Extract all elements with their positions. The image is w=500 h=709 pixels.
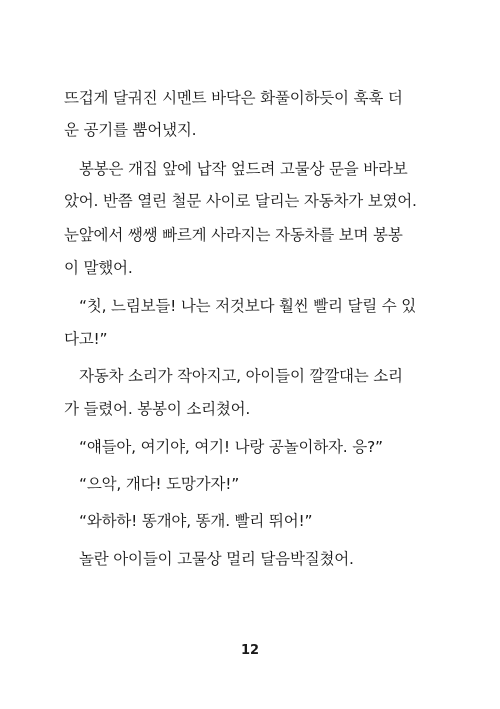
text-line: “으악, 개다! 도망가자!”: [79, 475, 240, 493]
text-line: “얘들아, 여기야, 여기! 나랑 공놀이하자. 응?”: [79, 438, 383, 456]
text-line: 눈앞에서 쌩쌩 빠르게 사라지는 자동차를 보며 봉봉: [64, 226, 403, 244]
text-line: 았어. 반쯤 열린 철문 사이로 달리는 자동차가 보였어.: [64, 192, 417, 210]
text-line: “칫, 느림보들! 나는 저것보다 훨씬 빨리 달릴 수 있: [79, 297, 417, 315]
text-line: 가 들렸어. 봉봉이 소리쳤어.: [64, 400, 251, 418]
text-line: 이 말했어.: [64, 259, 133, 277]
text-line: 운 공기를 뿜어냈지.: [64, 121, 197, 139]
text-line: 봉봉은 개집 앞에 납작 엎드려 고물상 문을 바라보: [79, 160, 408, 178]
page-number: 12: [240, 643, 260, 658]
text-line: 뜨겁게 달궈진 시멘트 바닥은 화풀이하듯이 훅훅 더: [64, 89, 403, 107]
text-line: 자동차 소리가 작아지고, 아이들이 깔깔대는 소리: [79, 367, 403, 385]
text-line: 놀란 아이들이 고물상 멀리 달음박질쳤어.: [79, 550, 354, 568]
text-line: “와하하! 똥개야, 똥개. 빨리 뛰어!”: [79, 512, 313, 530]
text-line: 다고!”: [64, 330, 108, 348]
